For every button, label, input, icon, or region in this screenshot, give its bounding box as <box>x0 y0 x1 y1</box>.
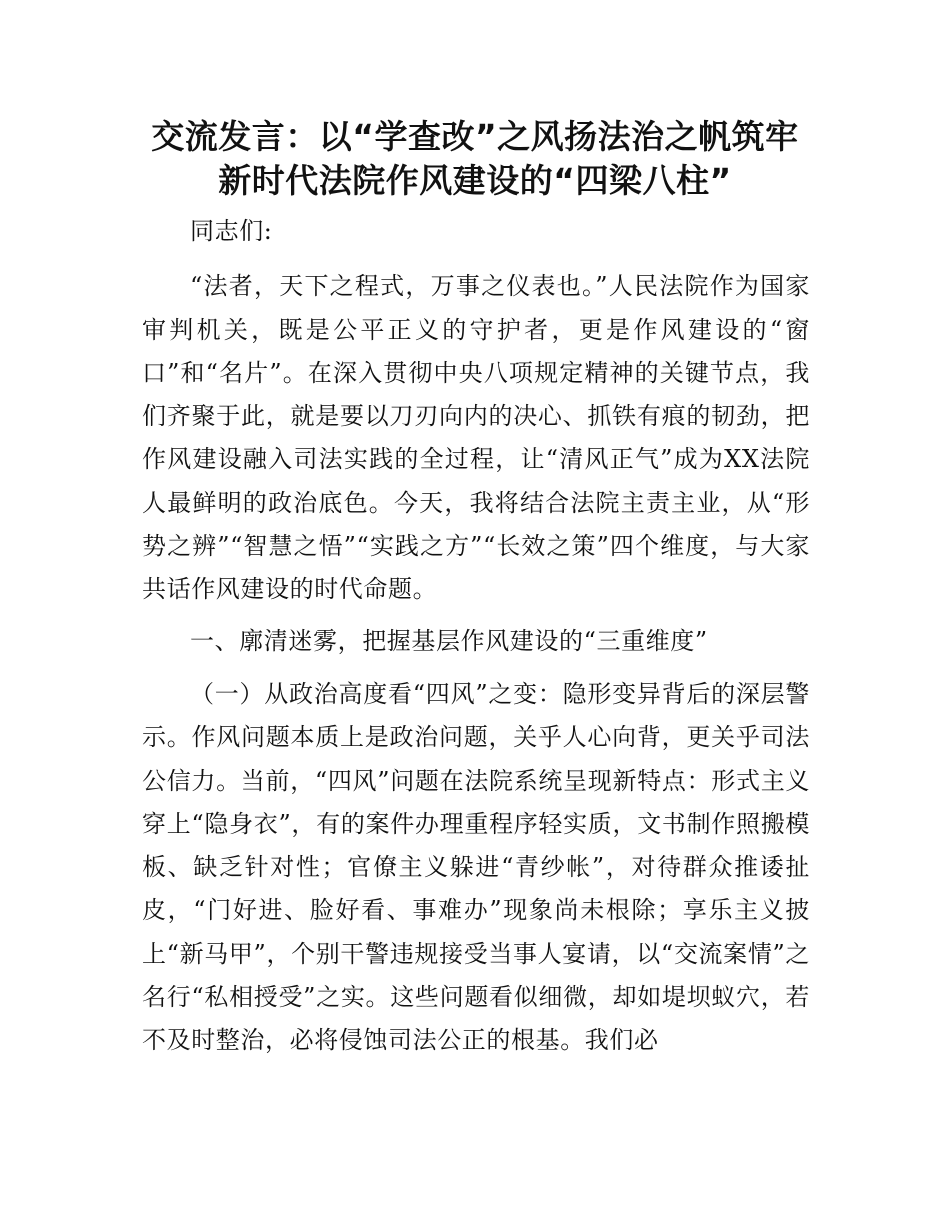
document-title-line-1: 交流发言：以“学查改”之风扬法治之帆筑牢 <box>151 117 799 156</box>
salutation: 同志们: <box>190 217 273 245</box>
document-title-line-2: 新时代法院作风建设的“四梁八柱” <box>218 161 732 200</box>
section-heading-1: 一、廓清迷雾，把握基层作风建设的“三重维度” <box>190 626 708 655</box>
paragraph-subsection-1: （一）从政治高度看“四风”之变：隐形变异背后的深层警示。作风问题本质上是政治问题，关乎人心向背，更关乎司法公信力。当前，“四风”问题在法院系统呈现新特点：形式主义穿上“隐身衣”，有的案件办理重程序轻实质，文书制作照搬模板、缺乏针对性；官僚主义躲进“青纱帐”，对待群众推诿扯皮，“门好进、脸好看、事难办”现象尚未根除；享乐主义披上“新马甲”，个别干警违规接受当事人宴请，以“交流案情”之名行“私相授受”之实。这些问题看似细微，却如堤坝蚁穴，若不及时整治，必将侵蚀司法公正的根基。我们必 <box>142 679 810 1055</box>
paragraph-intro: “法者，天下之程式，万事之仪表也。”人民法院作为国家审判机关，既是公平正义的守护者，更是作风建设的“窗口”和“名片”。在深入贯彻中央八项规定精神的关键节点，我们齐聚于此，就是要以刀刃向内的决心、抓铁有痕的韧劲，把作风建设融入司法实践的全过程，让“清风正气”成为XX法院人最鲜明的政治底色。今天，我将结合法院主责主业，从“形势之辨”“智慧之悟”“实践之方”“长效之策”四个维度，与大家共话作风建设的时代命题。 <box>142 272 810 604</box>
document-body <box>142 210 810 1071</box>
